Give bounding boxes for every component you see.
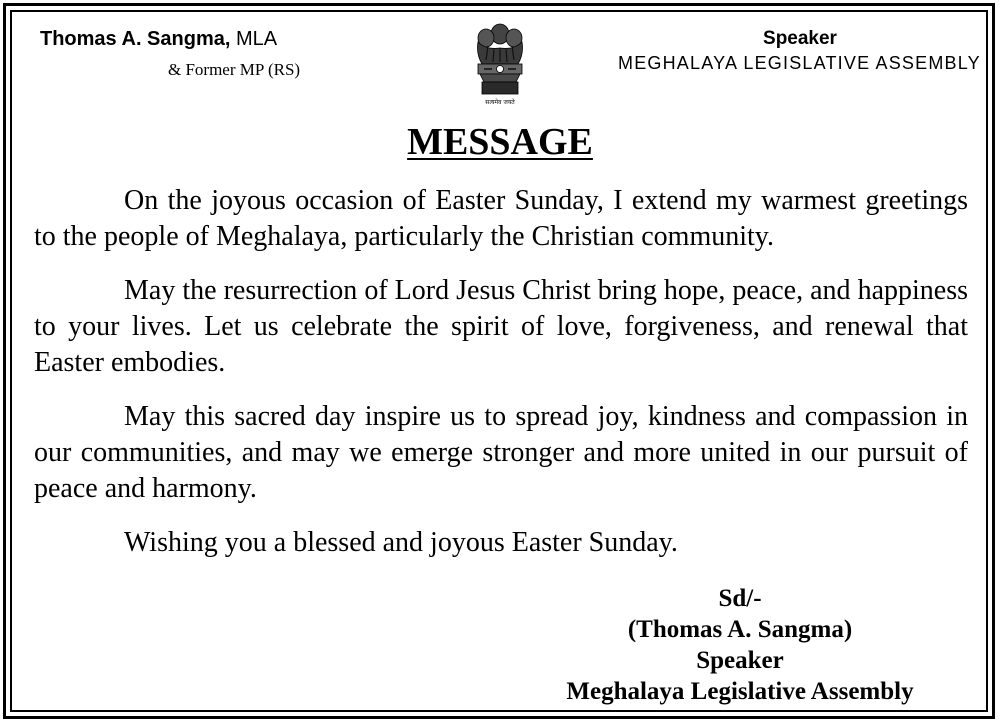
office-body: MEGHALAYA LEGISLATIVE ASSEMBLY — [618, 53, 981, 73]
signature-block — [540, 583, 940, 707]
sender-name-suffix: MLA — [230, 28, 278, 50]
national-emblem-icon — [466, 20, 534, 110]
signature-body: Meghalaya Legislative Assembly — [566, 678, 914, 705]
signature-designation: Speaker — [696, 647, 784, 674]
page-title-text: MESSAGE — [407, 121, 593, 163]
office-title: Speaker — [763, 28, 837, 49]
sender-former-title: & Former MP (RS) — [168, 60, 301, 79]
message-paragraph: May the resurrection of Lord Jesus Christ bring hope, peace, and happiness to your lives. Let us celebrate the spirit of love, forgiveness, and renewal that Easter embodies. — [34, 275, 968, 378]
sender-name-bold: Thomas A. Sangma, — [40, 28, 231, 50]
message-paragraph: May this sacred day inspire us to spread joy, kindness and compassion in our communities, and may we emerge stronger and more united in our pursuit of peace and harmony. — [34, 401, 968, 504]
message-paragraph: On the joyous occasion of Easter Sunday, I extend my warmest greetings to the people of Meghalaya, particularly the Christian community. — [34, 185, 968, 252]
message-paragraph: Wishing you a blessed and joyous Easter Sunday. — [124, 527, 678, 558]
message-body — [34, 183, 968, 579]
signature-sd: Sd/- — [718, 585, 762, 612]
page-title — [0, 120, 1000, 164]
emblem-motto: सत्यमेव जयते — [485, 99, 515, 106]
signature-name: (Thomas A. Sangma) — [627, 616, 853, 643]
sender-name — [40, 28, 277, 51]
